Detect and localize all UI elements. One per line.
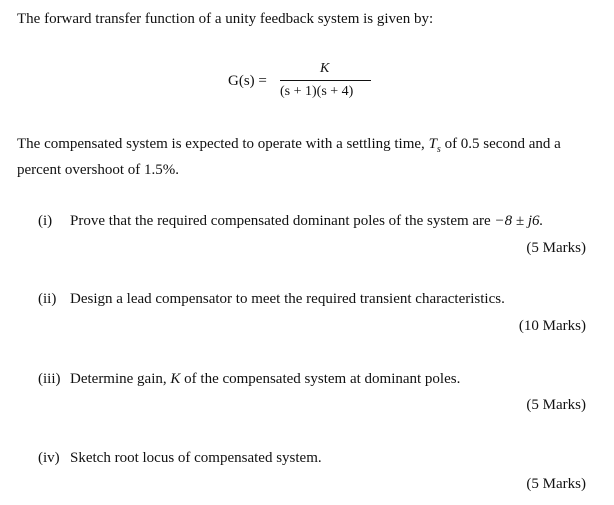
question-3-text [70,371,460,388]
question-2-label: (ii) [38,291,57,307]
question-4-marks: (5 Marks) [526,476,586,492]
settling-time-symbol: T [428,136,437,152]
settling-time-subscript: s [436,144,441,155]
problem-intro: The forward transfer function of a unity feedback system is given by: [17,11,434,27]
question-1-text-a: Prove that the required compensated dominant poles of the system are [70,213,495,229]
question-4-label: (iv) [38,450,60,466]
question-1-poles: −8 ± j6. [494,213,544,229]
spec-text-a: The compensated system is expected to operate with a settling time, [17,136,429,152]
question-1-marks: (5 Marks) [526,240,586,256]
question-3-text-a: Determine gain, [70,371,171,387]
question-2-text: Design a lead compensator to meet the required transient characteristics. [70,291,505,307]
spec-paragraph-line2: percent overshoot of 1.5%. [17,162,180,178]
spec-text-b: of 0.5 second and a [440,136,561,152]
question-3-text-b: of the compensated system at dominant poles. [180,371,461,387]
question-3-label: (iii) [38,371,61,387]
question-2-marks: (10 Marks) [518,318,586,334]
question-4-text: Sketch root locus of compensated system. [70,450,322,466]
question-3-marks: (5 Marks) [526,397,586,413]
question-3-gain-symbol: K [170,371,181,387]
question-1-label: (i) [38,213,53,229]
fraction-bar [280,80,371,81]
spec-paragraph-line1 [17,136,561,155]
equation-lhs: G(s) = [228,73,267,89]
equation-denominator: (s + 1)(s + 4) [280,84,354,99]
equation-numerator: K [320,61,330,76]
question-1-text [70,213,543,230]
